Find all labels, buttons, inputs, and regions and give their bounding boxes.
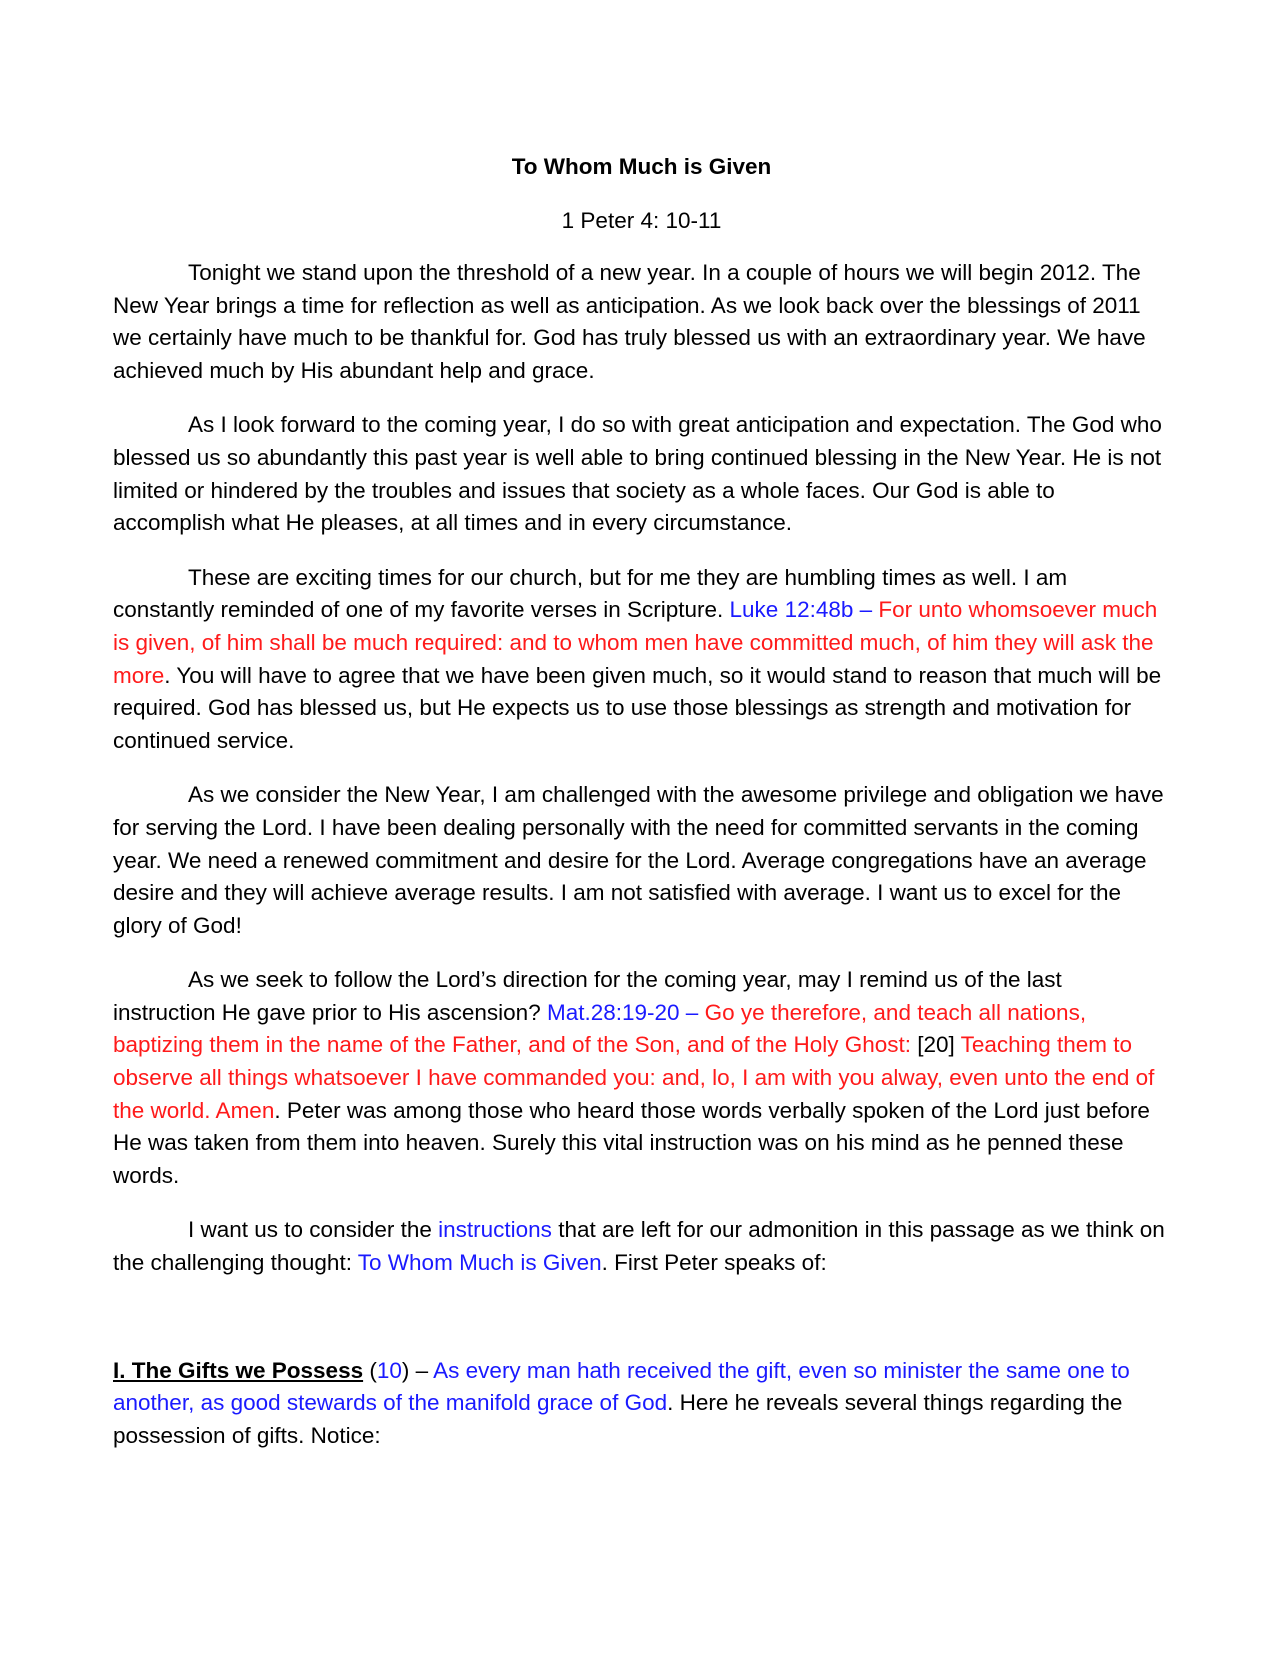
verse-quote: As every man hath received the gift, even so minister the same one to another, as good stewards of the manifold grace of God [113,1357,1130,1416]
verse-quote: For unto whomsoever much is given, of him shall be much required: and to whom men have committed much, of him they will ask the more [113,597,1158,688]
paragraph-text: . Here he reveals several things regarding the possession of gifts. Notice: [113,1390,1123,1448]
section-gifts [113,1355,1170,1453]
verse-quote: Teaching them to observe all things whatsoever I have commanded you: and, lo, I am with you alway, even unto the end of the world. Amen [113,1032,1155,1123]
paragraph-new-year: Tonight we stand upon the threshold of a new year. In a couple of hours we will begin 2012. The New Year brings a time for reflection as well as anticipation. As we look back over the blessings of 2011 we certainly have much to be thankful for. God has truly blessed us with an extraordinary year. We have achieved much by His abundant help and grace. [113,260,1146,383]
paragraph-text: As we seek to follow the Lord’s direction for the coming year, may I remind us of the last instruction He gave prior to His ascension? [113,967,1062,1025]
paragraph-text: I want us to consider the [188,1217,439,1243]
section-heading: I. The Gifts we Possess [113,1357,364,1383]
scripture-reference: 1 Peter 4: 10-11 [561,208,722,233]
sermon-title: To Whom Much is Given [511,154,772,179]
paragraph-anticipation: As I look forward to the coming year, I do so with great anticipation and expectation. The God who blessed us so abundantly this past year is well able to bring continued blessing in the New Year. He is not limited or hindered by the troubles and issues that society as a whole faces. Our God is able to accomplish what He pleases, at all times and in every circumstance. [113,412,1162,536]
paragraph-text: ) – [401,1357,434,1383]
paragraph-humbling-times [113,562,1170,758]
paragraph-text: . You will have to agree that we have been given much, so it would stand to reason that much will be required. God has blessed us, but He expects us to use those blessings as strength and motivation for continued service. [113,662,1162,753]
paragraph-introduction [113,1214,1170,1279]
paragraph-text: These are exciting times for our church, but for me they are humbling times as well. I am constantly reminded of one of my favorite verses in Scripture. [113,564,1068,623]
paragraph-text: that are left for our admonition in this passage as we think on the challenging thought: [113,1217,1165,1276]
verse-reference: Mat.28:19-20 – [546,999,705,1025]
paragraph-text: . Peter was among those who heard those words verbally spoken of the Lord just before He was taken from them into heaven. Surely this vital instruction was on his mind as he penned these words. [113,1097,1150,1188]
verse-quote: Go ye therefore, and teach all nations, baptizing them in the name of the Father, and of the Son, and of the Holy Ghost: [113,999,1087,1058]
verse-reference: Luke 12:48b – [729,597,879,623]
highlight-text: instructions [438,1217,552,1243]
verse-number: 10 [376,1357,402,1383]
paragraph-challenge: As we consider the New Year, I am challenged with the awesome privilege and obligation we have for serving the Lord. I have been dealing personally with the need for committed servants in the coming year. We need a renewed commitment and desire for the Lord. Average congregations have an average desire and they will achieve average results. I am not satisfied with average. I want us to excel for the glory of God! [113,782,1164,938]
paragraph-great-commission [113,964,1170,1192]
paragraph-text: ( [363,1357,377,1383]
verse-number: [20] [917,1032,955,1058]
paragraph-text: . First Peter speaks of: [601,1250,827,1276]
highlight-text: To Whom Much is Given [357,1250,602,1276]
